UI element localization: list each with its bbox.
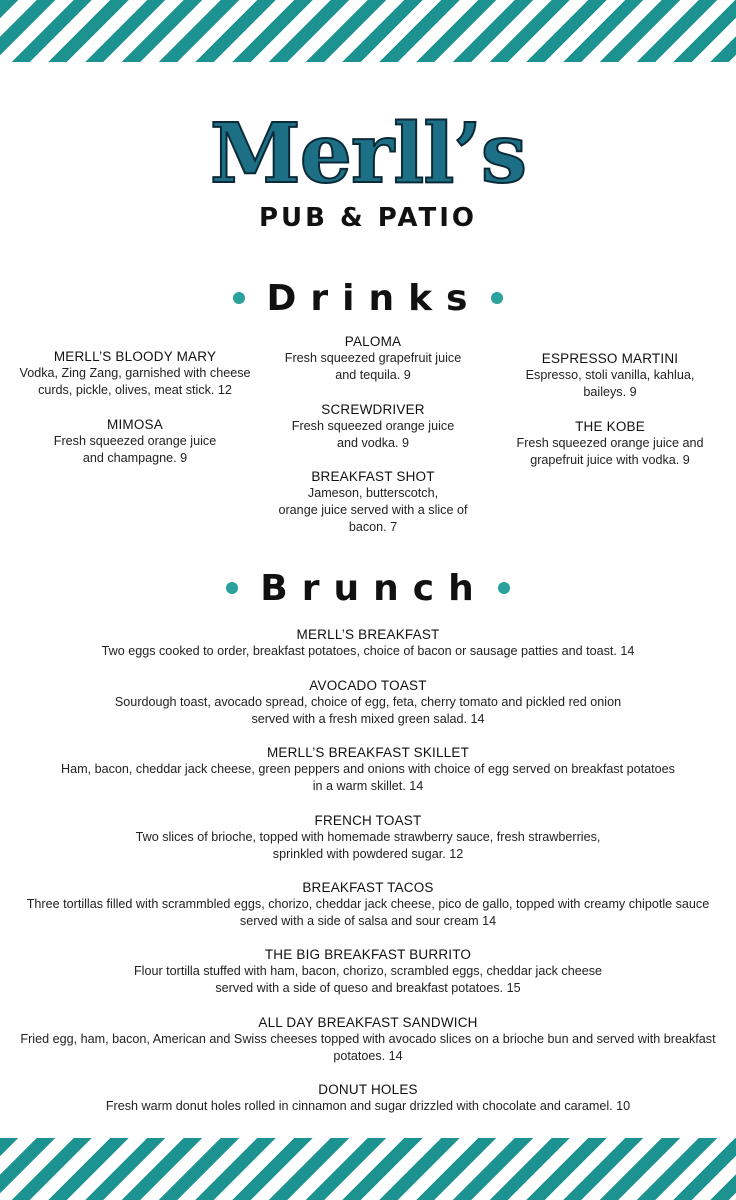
brunch-title: Brunch [260, 567, 488, 609]
brunch-item [12, 744, 724, 795]
brunch-name: MERLL’S BREAKFAST SKILLET [266, 745, 470, 760]
brunch-desc-line: Ham, bacon, cheddar jack cheese, green peppers and onions with choice of egg served on breakfast potatoes [61, 762, 675, 776]
brunch-desc-line: served with a side of salsa and sour cream 14 [239, 914, 497, 928]
brunch-desc-line: in a warm skillet. 14 [312, 779, 424, 793]
brunch-item [12, 677, 724, 728]
brunch-item [12, 946, 724, 997]
brunch-desc-line: Sourdough toast, avocado spread, choice of egg, feta, cherry tomato and pickled red onion [114, 695, 622, 709]
drink-desc-line: baileys. 9 [583, 385, 637, 399]
drinks-title: Drinks [266, 277, 482, 319]
brunch-desc-line: served with a fresh mixed green salad. 14 [251, 712, 485, 726]
drink-desc-line: curds, pickle, olives, meat stick. 12 [38, 383, 232, 397]
brunch-desc-line: served with a side of queso and breakfast potatoes. 15 [215, 981, 521, 995]
bullet-dot-icon [233, 292, 245, 304]
drink-desc-line: Fresh squeezed orange juice [53, 434, 217, 448]
brunch-item [12, 812, 724, 863]
brunch-item [12, 626, 724, 660]
drink-desc-line: and champagne. 9 [82, 451, 188, 465]
brunch-item [12, 1014, 724, 1065]
brunch-desc-line: Flour tortilla stuffed with ham, bacon, chorizo, scrambled eggs, cheddar jack cheese [133, 964, 603, 978]
drink-desc-line: Fresh squeezed orange juice [291, 419, 455, 433]
brunch-name: MERLL’S BREAKFAST [296, 627, 440, 642]
brunch-name: ALL DAY BREAKFAST SANDWICH [258, 1015, 478, 1030]
brunch-desc-line: Three tortillas filled with scrammbled eggs, chorizo, cheddar jack cheese, pico de gallo, topped with creamy chipotle sauce [26, 897, 710, 911]
drink-item [10, 416, 260, 467]
brunch-name: AVOCADO TOAST [309, 678, 427, 693]
brunch-name: THE BIG BREAKFAST BURRITO [264, 947, 472, 962]
top-stripe-border [0, 0, 736, 62]
drink-desc-line: and vodka. 9 [336, 436, 410, 450]
bullet-dot-icon [498, 582, 510, 594]
bullet-dot-icon [491, 292, 503, 304]
brunch-name: FRENCH TOAST [314, 813, 422, 828]
drink-item [490, 418, 730, 469]
drink-desc-line: and tequila. 9 [335, 368, 411, 382]
drink-name: THE KOBE [575, 419, 645, 434]
brunch-desc-line: Fresh warm donut holes rolled in cinnamon and sugar drizzled with chocolate and caramel. 10 [105, 1099, 631, 1113]
drink-item [10, 348, 260, 399]
drink-desc-line: Vodka, Zing Zang, garnished with cheese [19, 366, 251, 380]
drink-name: SCREWDRIVER [321, 402, 425, 417]
drink-name: ESPRESSO MARTINI [541, 351, 679, 366]
brunch-item [12, 1081, 724, 1115]
drink-desc-line: Espresso, stoli vanilla, kahlua, [525, 368, 695, 382]
drink-name: BREAKFAST SHOT [311, 469, 435, 484]
logo-title: Merll’s [209, 106, 527, 202]
drink-name: MERLL’S BLOODY MARY [53, 349, 217, 364]
brunch-desc-line: Two eggs cooked to order, breakfast potatoes, choice of bacon or sausage patties and toast. 14 [101, 644, 635, 658]
drink-desc-line: bacon. 7 [348, 520, 398, 534]
bullet-dot-icon [226, 582, 238, 594]
drink-desc-line: Fresh squeezed orange juice and [516, 436, 704, 450]
bottom-stripe-border [0, 1138, 736, 1200]
drink-name: PALOMA [344, 334, 402, 349]
brunch-desc-line: Two slices of brioche, topped with homemade strawberry sauce, fresh strawberries, [135, 830, 601, 844]
drink-item [490, 350, 730, 401]
drink-item [268, 333, 478, 384]
brunch-desc-line: sprinkled with powdered sugar. 12 [272, 847, 464, 861]
brunch-heading [0, 566, 736, 610]
drinks-heading [0, 276, 736, 320]
logo-subtitle: PUB & PATIO [258, 203, 478, 233]
drink-desc-line: Jameson, butterscotch, [307, 486, 439, 500]
brunch-item [12, 879, 724, 930]
drink-desc-line: orange juice served with a slice of [278, 503, 468, 517]
drink-name: MIMOSA [107, 417, 163, 432]
drink-item [268, 401, 478, 452]
brunch-desc-line: Fried egg, ham, bacon, American and Swiss cheeses topped with avocado slices on a brioche bun and served with breakfast [20, 1032, 716, 1046]
brunch-name: BREAKFAST TACOS [302, 880, 434, 895]
brunch-name: DONUT HOLES [318, 1082, 418, 1097]
brunch-desc-line: potatoes. 14 [333, 1049, 403, 1063]
drink-desc-line: grapefruit juice with vodka. 9 [530, 453, 690, 467]
drink-item [268, 468, 478, 536]
drink-desc-line: Fresh squeezed grapefruit juice [284, 351, 462, 365]
